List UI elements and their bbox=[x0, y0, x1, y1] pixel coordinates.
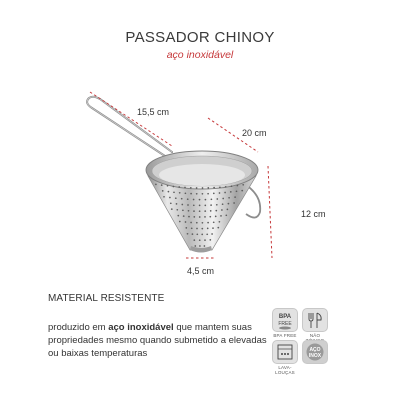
dishwasher-safe-icon bbox=[272, 340, 298, 364]
inox-line-1: AÇO bbox=[309, 347, 321, 353]
non-toxic-icon bbox=[302, 308, 328, 332]
handle-length-label: 15,5 cm bbox=[137, 107, 170, 117]
width-label: 20 cm bbox=[242, 128, 267, 138]
material-title: MATERIAL RESISTENTE bbox=[48, 293, 165, 304]
handle-wire bbox=[87, 97, 172, 158]
material-description bbox=[48, 321, 268, 360]
inox-line-2: INOX bbox=[308, 353, 322, 359]
bpa-line-1: BPA bbox=[278, 314, 292, 320]
bpa-free-caption: BPA FREE bbox=[273, 333, 297, 338]
non-toxic-caption: NÃO bbox=[309, 333, 321, 338]
material-text-bold: aço inoxidável bbox=[108, 322, 174, 333]
stainless-steel-icon bbox=[302, 340, 328, 364]
material-text-before: produzido em bbox=[48, 322, 109, 333]
bpa-line-2: FREE bbox=[278, 321, 292, 327]
product-subtitle: aço inoxidável bbox=[166, 49, 234, 61]
dishwasher-safe-caption: LAVA-LOUÇAS bbox=[275, 365, 295, 375]
bpa-free-icon bbox=[272, 308, 298, 332]
height-label: 12 cm bbox=[301, 209, 326, 219]
product-title: PASSADOR CHINOY bbox=[125, 29, 275, 46]
height-dimension-line bbox=[268, 166, 272, 258]
tip-diameter-label: 4,5 cm bbox=[187, 266, 215, 276]
material-text-after: que mantem suas propriedades mesmo quando submetido a elevadas ou baixas temperaturas bbox=[48, 322, 267, 359]
